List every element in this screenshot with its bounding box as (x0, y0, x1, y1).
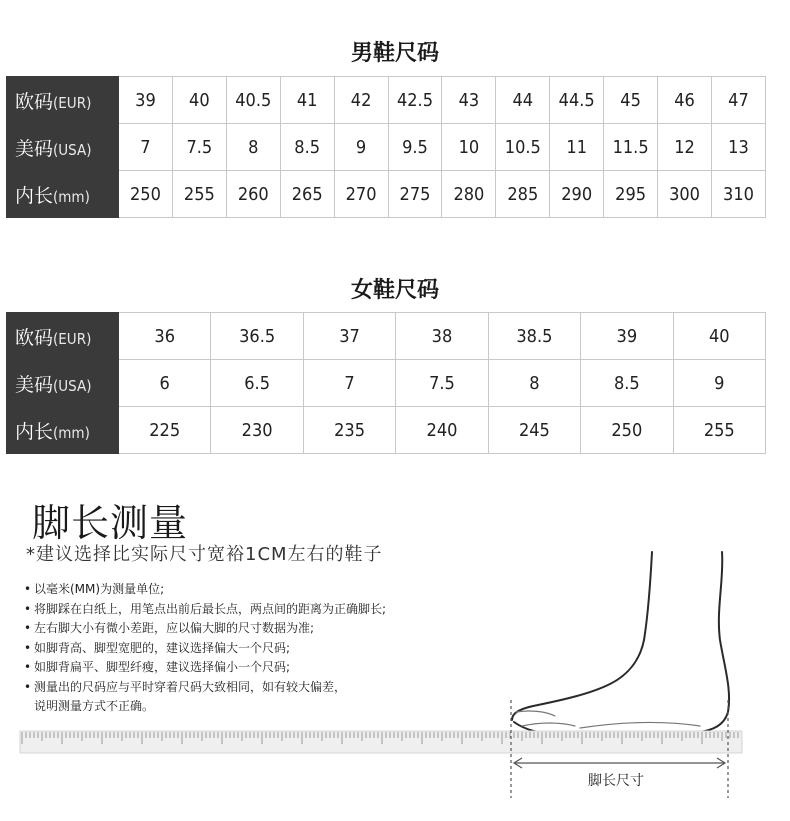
size-cell: 36 (119, 313, 211, 360)
note-item: • 如脚背高、脚型宽肥的，建议选择偏大一个尺码; (24, 640, 291, 655)
row-header-label: 美码 (15, 373, 54, 396)
size-cell: 13 (711, 124, 765, 171)
note-item: • 将脚踩在白纸上，用笔点出前后最长点，两点间的距离为正确脚长; (24, 601, 387, 616)
note-item: • 以毫米(MM)为测量单位; (24, 582, 165, 596)
row-header-label: 欧码 (15, 326, 54, 349)
size-cell: 8 (226, 124, 280, 171)
size-cell: 230 (211, 407, 303, 454)
row-header-unit: (EUR) (53, 329, 92, 348)
row-header-unit: (mm) (53, 187, 90, 206)
foot-measure-title: 脚长测量 (32, 501, 189, 545)
size-cell: 300 (658, 171, 712, 218)
size-cell: 36.5 (211, 313, 303, 360)
size-cell: 235 (303, 407, 395, 454)
size-cell: 40 (673, 313, 765, 360)
size-cell: 9 (334, 124, 388, 171)
row-header-unit: (USA) (53, 140, 92, 159)
size-cell: 270 (334, 171, 388, 218)
note-item: • 测量出的尺码应与平时穿着尺码大致相同，如有较大偏差， (24, 679, 347, 694)
size-cell: 275 (388, 171, 442, 218)
size-cell: 8.5 (280, 124, 334, 171)
size-cell: 250 (581, 407, 673, 454)
size-cell: 255 (172, 171, 226, 218)
note-continuation: 说明测量方式不正确。 (34, 699, 155, 713)
size-cell: 7.5 (396, 360, 488, 407)
men-size-title: 男鞋尺码 (350, 41, 439, 66)
size-cell: 265 (280, 171, 334, 218)
size-cell: 8.5 (581, 360, 673, 407)
size-cell: 10 (442, 124, 496, 171)
size-cell: 295 (604, 171, 658, 218)
size-cell: 44.5 (550, 77, 604, 124)
size-cell: 290 (550, 171, 604, 218)
row-header-unit: (USA) (53, 376, 92, 395)
size-cell: 11 (550, 124, 604, 171)
size-cell: 6 (119, 360, 211, 407)
size-cell: 7.5 (172, 124, 226, 171)
size-cell: 42 (334, 77, 388, 124)
size-cell: 6.5 (211, 360, 303, 407)
size-cell: 245 (488, 407, 580, 454)
size-cell: 7 (119, 124, 173, 171)
size-cell: 37 (303, 313, 395, 360)
size-cell: 42.5 (388, 77, 442, 124)
size-cell: 255 (673, 407, 765, 454)
size-cell: 260 (226, 171, 280, 218)
toe-lines (516, 711, 575, 726)
size-cell: 44 (496, 77, 550, 124)
size-cell: 9 (673, 360, 765, 407)
size-cell: 47 (711, 77, 765, 124)
row-header-label: 美码 (15, 137, 54, 160)
row-header-label: 内长 (15, 184, 54, 207)
size-cell: 250 (119, 171, 173, 218)
size-cell: 43 (442, 77, 496, 124)
size-cell: 38.5 (488, 313, 580, 360)
size-cell: 38 (396, 313, 488, 360)
size-cell: 11.5 (604, 124, 658, 171)
size-cell: 240 (396, 407, 488, 454)
note-item: • 如脚背扁平、脚型纤瘦，建议选择偏小一个尺码; (24, 660, 291, 674)
size-cell: 40.5 (226, 77, 280, 124)
size-cell: 12 (658, 124, 712, 171)
women-size-title: 女鞋尺码 (350, 278, 439, 303)
size-cell: 41 (280, 77, 334, 124)
leg-front-outline (512, 552, 652, 720)
size-cell: 39 (119, 77, 173, 124)
size-cell: 7 (303, 360, 395, 407)
size-cell: 8 (488, 360, 580, 407)
sole-line (580, 722, 700, 728)
size-cell: 46 (658, 77, 712, 124)
size-cell: 285 (496, 171, 550, 218)
foot-measure-subtitle: *建议选择比实际尺寸宽裕1CM左右的鞋子 (26, 544, 383, 565)
foot-length-label: 脚长尺寸 (588, 773, 644, 789)
row-header-label: 欧码 (15, 90, 54, 113)
size-cell: 9.5 (388, 124, 442, 171)
row-header-label: 内长 (15, 420, 54, 443)
size-cell: 280 (442, 171, 496, 218)
note-item: • 左右脚大小有微小差距，应以偏大脚的尺寸数据为准; (24, 621, 315, 635)
size-cell: 10.5 (496, 124, 550, 171)
size-cell: 310 (711, 171, 765, 218)
row-header-unit: (mm) (53, 423, 90, 442)
leg-back-outline (514, 552, 729, 734)
size-cell: 225 (119, 407, 211, 454)
size-cell: 45 (604, 77, 658, 124)
size-cell: 39 (581, 313, 673, 360)
size-cell: 40 (172, 77, 226, 124)
row-header-unit: (EUR) (53, 93, 92, 112)
